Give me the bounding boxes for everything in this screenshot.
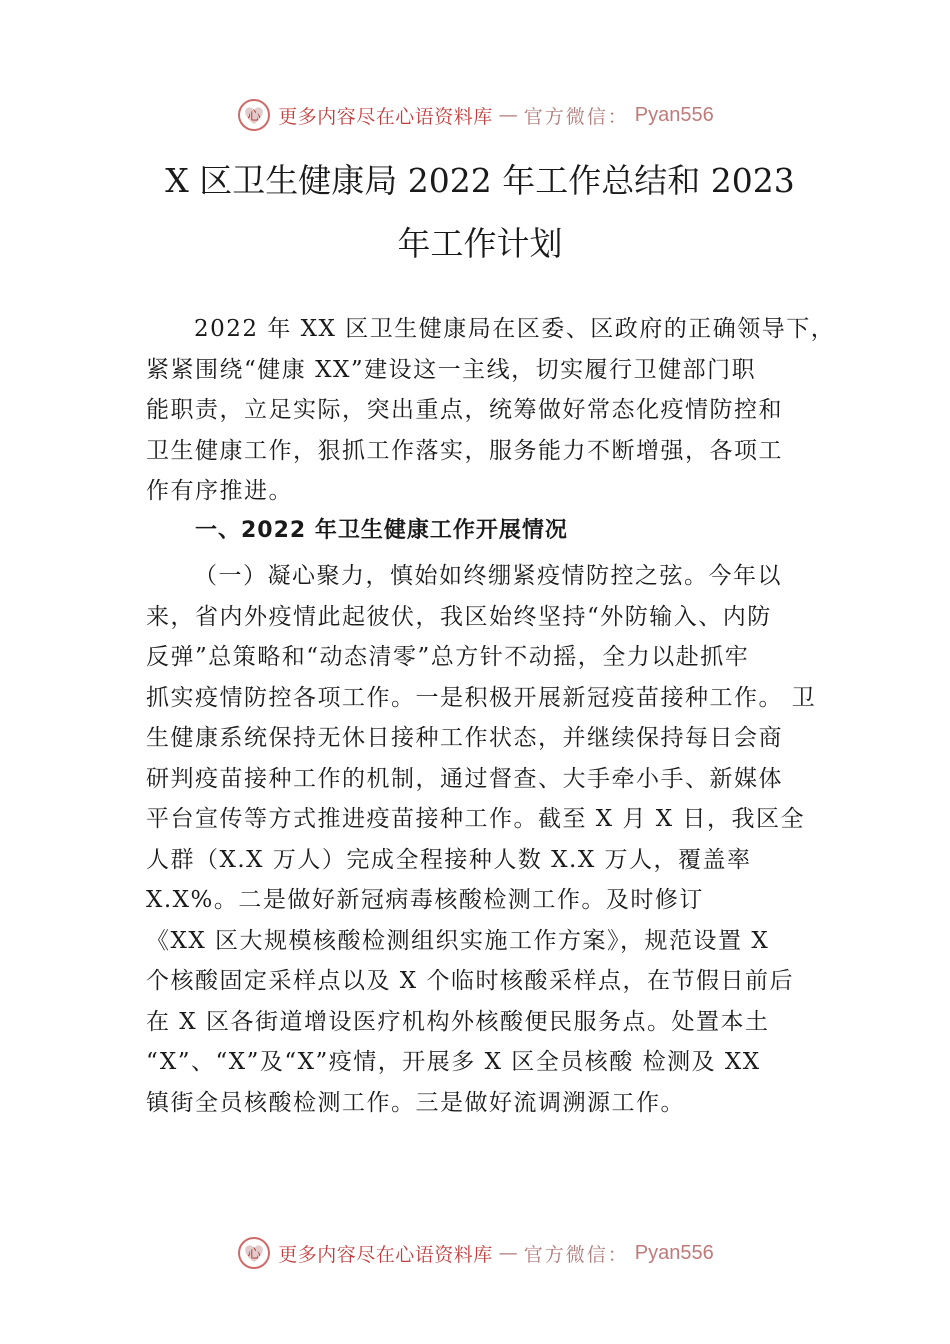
section-line: 个核酸固定采样点以及 X 个临时核酸采样点，在节假日前后 [146, 968, 794, 994]
svg-text:心: 心 [247, 109, 261, 124]
banner-wechat-id: Pyan556 [634, 103, 714, 126]
banner-text: 更多内容尽在心语资料库 [278, 105, 493, 128]
intro-line: 作有序推进。 [146, 478, 293, 504]
header-banner [0, 95, 950, 135]
section-heading: 一、2022 年卫生健康工作开展情况 [195, 518, 568, 543]
heart-seal-icon [236, 97, 272, 133]
banner-dash: — [498, 104, 518, 126]
intro-line: 2022 年 XX 区卫生健康局在区委、区政府的正确领导下， [194, 316, 836, 342]
section-line: 《XX 区大规模核酸检测组织实施工作方案》，规范设置 X [146, 927, 770, 954]
section-line: 反弹”总策略和“动态清零”总方针不动摇，全力以赴抓牢 [146, 644, 750, 670]
intro-line: 卫生健康工作，狠抓工作落实，服务能力不断增强，各项工 [146, 437, 783, 464]
banner-label: 官方微信： [523, 105, 629, 128]
banner-text: 更多内容尽在心语资料库 [278, 1243, 493, 1266]
intro-paragraph [146, 309, 836, 512]
banner-label: 官方微信： [523, 1243, 629, 1266]
section-paragraph [146, 556, 826, 1123]
banner-dash: — [498, 1242, 518, 1264]
section-line: 平台宣传等方式推进疫苗接种工作。截至 X 月 X 日，我区全 [146, 806, 805, 832]
svg-text:心: 心 [247, 1247, 261, 1262]
section-line: （一）凝心聚力，慎始如终绷紧疫情防控之弦。今年以 [194, 563, 782, 589]
section-line: 抓实疫情防控各项工作。一是积极开展新冠疫苗接种工作。 卫 [146, 684, 817, 711]
section-line: 镇街全员核酸检测工作。三是做好流调溯源工作。 [146, 1089, 685, 1116]
section-line: 研判疫苗接种工作的机制，通过督查、大手牵小手、新媒体 [146, 765, 783, 792]
section-line: 在 X 区各街道增设医疗机构外核酸便民服务点。处置本土 [146, 1008, 770, 1035]
section-line: “X”、“X”及“X”疫情，开展多 X 区全员核酸 检测及 XX [146, 1049, 761, 1075]
document-title-line-2: 年工作计划 [397, 224, 563, 263]
section-line: 人群（X.X 万人）完成全程接种人数 X.X 万人，覆盖率 [146, 846, 752, 873]
section-line: X.X%。二是做好新冠病毒核酸检测工作。及时修订 [146, 887, 704, 913]
banner-wechat-id: Pyan556 [634, 1241, 714, 1264]
section-line: 生健康系统保持无休日接种工作状态，并继续保持每日会商 [146, 725, 783, 751]
footer-banner [0, 1233, 950, 1273]
intro-line: 能职责，立足实际，突出重点，统筹做好常态化疫情防控和 [146, 397, 783, 423]
document-title-line-1: X 区卫生健康局 2022 年工作总结和 2023 [165, 161, 795, 200]
heart-seal-icon [236, 1235, 272, 1271]
intro-line: 紧紧围绕“健康 XX”建设这一主线，切实履行卫健部门职 [146, 356, 757, 383]
section-line: 来，省内外疫情此起彼伏，我区始终坚持“外防输入、内防 [146, 603, 772, 630]
